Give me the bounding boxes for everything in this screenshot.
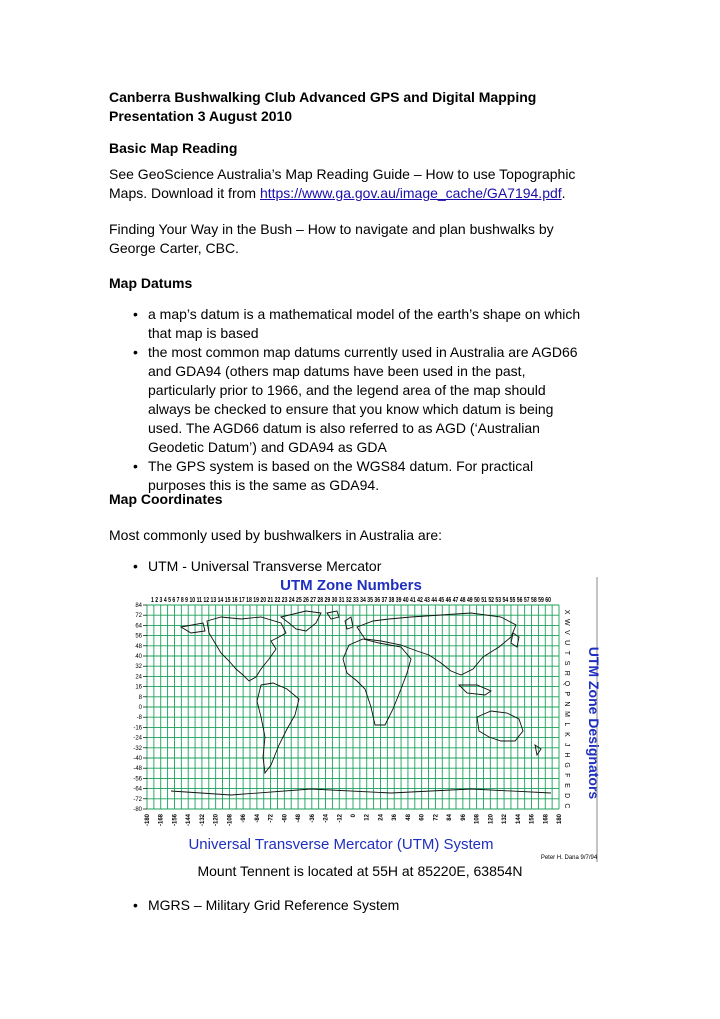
zone-designator: L <box>563 722 570 727</box>
latitude-label: 16 <box>135 684 142 691</box>
zone-designator: U <box>563 640 570 646</box>
bullet-icon: • <box>133 344 138 360</box>
zone-designator: F <box>563 773 570 778</box>
figure-bottom-title: Universal Transverse Mercator (UTM) System <box>188 836 494 853</box>
ga-map-reading-guide-link[interactable]: https://www.ga.gov.au/image_cache/GA7194.pdf <box>259 185 562 201</box>
longitude-label: 168 <box>543 814 550 825</box>
zone-designator: H <box>563 752 570 758</box>
longitude-label: 120 <box>488 814 495 825</box>
zone-designator: E <box>563 783 570 788</box>
longitude-label: -48 <box>296 814 303 823</box>
latitude-label: 72 <box>135 613 142 620</box>
longitude-label: 180 <box>557 814 563 825</box>
datum-bullet-list <box>109 305 609 495</box>
latitude-label: -16 <box>133 725 142 732</box>
latitude-label: 8 <box>138 694 142 701</box>
longitude-label: 96 <box>460 814 467 821</box>
latitude-label: 40 <box>135 654 142 660</box>
longitude-label: -120 <box>213 814 220 827</box>
longitude-label: -108 <box>227 814 234 827</box>
list-item-line: and GDA94 (others map datums have been used in the past, <box>148 363 526 379</box>
list-item-line: The GPS system is based on the WGS84 datum. For practical <box>148 458 534 474</box>
list-item-line: purposes this is the same as GDA94. <box>148 477 380 493</box>
coordinate-list-mgrs <box>109 896 609 915</box>
utm-grid <box>147 605 559 809</box>
longitude-label: 72 <box>433 814 440 821</box>
zone-designator: P <box>563 691 570 697</box>
section-title-map-datums: Map Datums <box>109 275 193 291</box>
longitude-label: 0 <box>351 814 357 818</box>
longitude-label: 36 <box>392 814 399 821</box>
latitude-label: -56 <box>133 776 142 783</box>
bullet-icon: • <box>133 306 138 322</box>
longitude-label: -168 <box>158 814 165 827</box>
longitude-label: -60 <box>282 814 289 823</box>
figure-credit: Peter H. Dana 9/7/94 <box>540 855 598 861</box>
longitude-label: -24 <box>323 814 330 823</box>
zone-designator: T <box>563 650 570 656</box>
latitude-label: 56 <box>135 633 142 640</box>
section-title-basic-map-reading: Basic Map Reading <box>109 140 238 156</box>
latitude-label: -40 <box>133 756 142 762</box>
latitude-label: -64 <box>133 786 142 793</box>
latitude-label: -24 <box>133 735 142 742</box>
zone-designator: V <box>563 630 570 635</box>
longitude-label: 12 <box>364 814 371 821</box>
longitude-label: 108 <box>474 814 481 825</box>
longitude-label: -132 <box>199 814 206 827</box>
list-item <box>109 343 609 457</box>
longitude-label: -12 <box>337 814 344 823</box>
latitude-label: -48 <box>133 766 142 773</box>
utm-zone-map-figure <box>111 577 602 862</box>
bullet-icon: • <box>133 897 138 913</box>
document-heading <box>109 88 609 126</box>
figure-title: UTM Zone Numbers <box>280 577 422 594</box>
longitude-label: -72 <box>268 814 275 823</box>
paragraph-map-reading-guide <box>109 165 609 203</box>
longitude-label: 156 <box>529 814 536 825</box>
longitude-label: -36 <box>309 814 316 823</box>
latitude-label: 64 <box>135 623 142 630</box>
paragraph-finding-your-way <box>109 220 609 258</box>
latitude-label: 24 <box>135 674 142 681</box>
list-item-utm <box>109 557 609 576</box>
latitude-label: 0 <box>138 705 142 711</box>
latitude-label: -80 <box>133 807 142 813</box>
latitude-label: 32 <box>135 664 142 671</box>
longitude-label: 132 <box>502 814 509 825</box>
longitude-label: -84 <box>254 814 261 823</box>
heading-line-2: Presentation 3 August 2010 <box>109 108 293 124</box>
latitude-label: -32 <box>133 745 142 752</box>
zone-designator: J <box>563 742 570 747</box>
zone-designator: N <box>563 701 570 707</box>
longitude-label: -144 <box>186 814 193 827</box>
zone-designator: W <box>563 618 570 626</box>
section-title-map-coordinates: Map Coordinates <box>109 491 223 507</box>
figure-caption: Mount Tennent is located at 55H at 85220E, 63854N <box>197 863 523 879</box>
longitude-label: 144 <box>515 814 522 825</box>
zone-numbers-row: 1 2 3 4 5 6 7 8 9 10 11 12 13 14 15 16 17 18 19 20 21 22 23 24 25 26 27 28 29 30 31 32 33 34 35 36 37 38 39 40 41 42 43 44 45 46 47 48 49 50 51 52 53 54 55 56 57 58 59 60 <box>151 597 552 604</box>
coordinates-intro: Most commonly used by bushwalkers in Australia are: <box>109 527 443 543</box>
longitude-label: -96 <box>241 814 248 823</box>
paragraph-line <box>109 184 609 203</box>
paragraph-line: George Carter, CBC. <box>109 240 239 256</box>
bullet-icon: • <box>133 558 138 574</box>
latitude-label: -72 <box>133 796 142 803</box>
list-item-line: particularly prior to 1966, and the legend area of the map should <box>148 382 546 398</box>
zone-designator: K <box>563 732 570 737</box>
zone-designator: D <box>563 793 570 799</box>
zone-designator: C <box>563 803 570 809</box>
longitude-label: -156 <box>172 814 179 827</box>
longitude-label: 48 <box>405 814 412 821</box>
coordinate-list-utm <box>109 557 609 576</box>
list-item <box>109 305 609 343</box>
list-item-line: Geodetic Datum’) and GDA94 as GDA <box>148 439 387 455</box>
list-item-line: UTM - Universal Transverse Mercator <box>148 558 382 574</box>
latitude-label: 84 <box>135 603 142 609</box>
list-item-line: a map’s datum is a mathematical model of the earth’s shape on which <box>148 306 581 322</box>
latitude-label: 48 <box>135 643 142 650</box>
heading-line-1: Canberra Bushwalking Club Advanced GPS and Digital Mapping <box>109 89 537 105</box>
zone-designator: R <box>563 670 570 676</box>
paragraph-line: Finding Your Way in the Bush – How to navigate and plan bushwalks by <box>109 221 554 237</box>
longitude-label: -180 <box>145 814 151 827</box>
list-item-line: used. The AGD66 datum is also referred to as AGD (‘Australian <box>148 420 540 436</box>
zone-designator: M <box>563 711 570 718</box>
latitude-label: -8 <box>136 715 142 722</box>
list-item-mgrs <box>109 896 609 915</box>
zone-designator: X <box>563 609 570 615</box>
list-item-line: the most common map datums currently used in Australia are AGD66 <box>148 344 578 360</box>
text-span: . <box>561 185 566 201</box>
zone-designator: G <box>563 762 570 768</box>
list-item-line: that map is based <box>148 325 259 341</box>
bullet-icon: • <box>133 458 138 474</box>
longitude-label: 24 <box>378 814 385 821</box>
zone-designator: Q <box>563 680 570 687</box>
text-span: Maps. Download it from <box>109 185 260 201</box>
longitude-label: 60 <box>419 814 426 821</box>
list-item-line: MGRS – Military Grid Reference System <box>148 897 400 913</box>
zone-designator: S <box>563 660 570 666</box>
paragraph-line: See GeoScience Australia’s Map Reading Guide – How to use Topographic <box>109 166 576 182</box>
zone-designators-title: UTM Zone Designators <box>586 646 602 800</box>
list-item-line: always be checked to ensure that you know which datum is being <box>148 401 554 417</box>
longitude-label: 84 <box>447 814 454 821</box>
